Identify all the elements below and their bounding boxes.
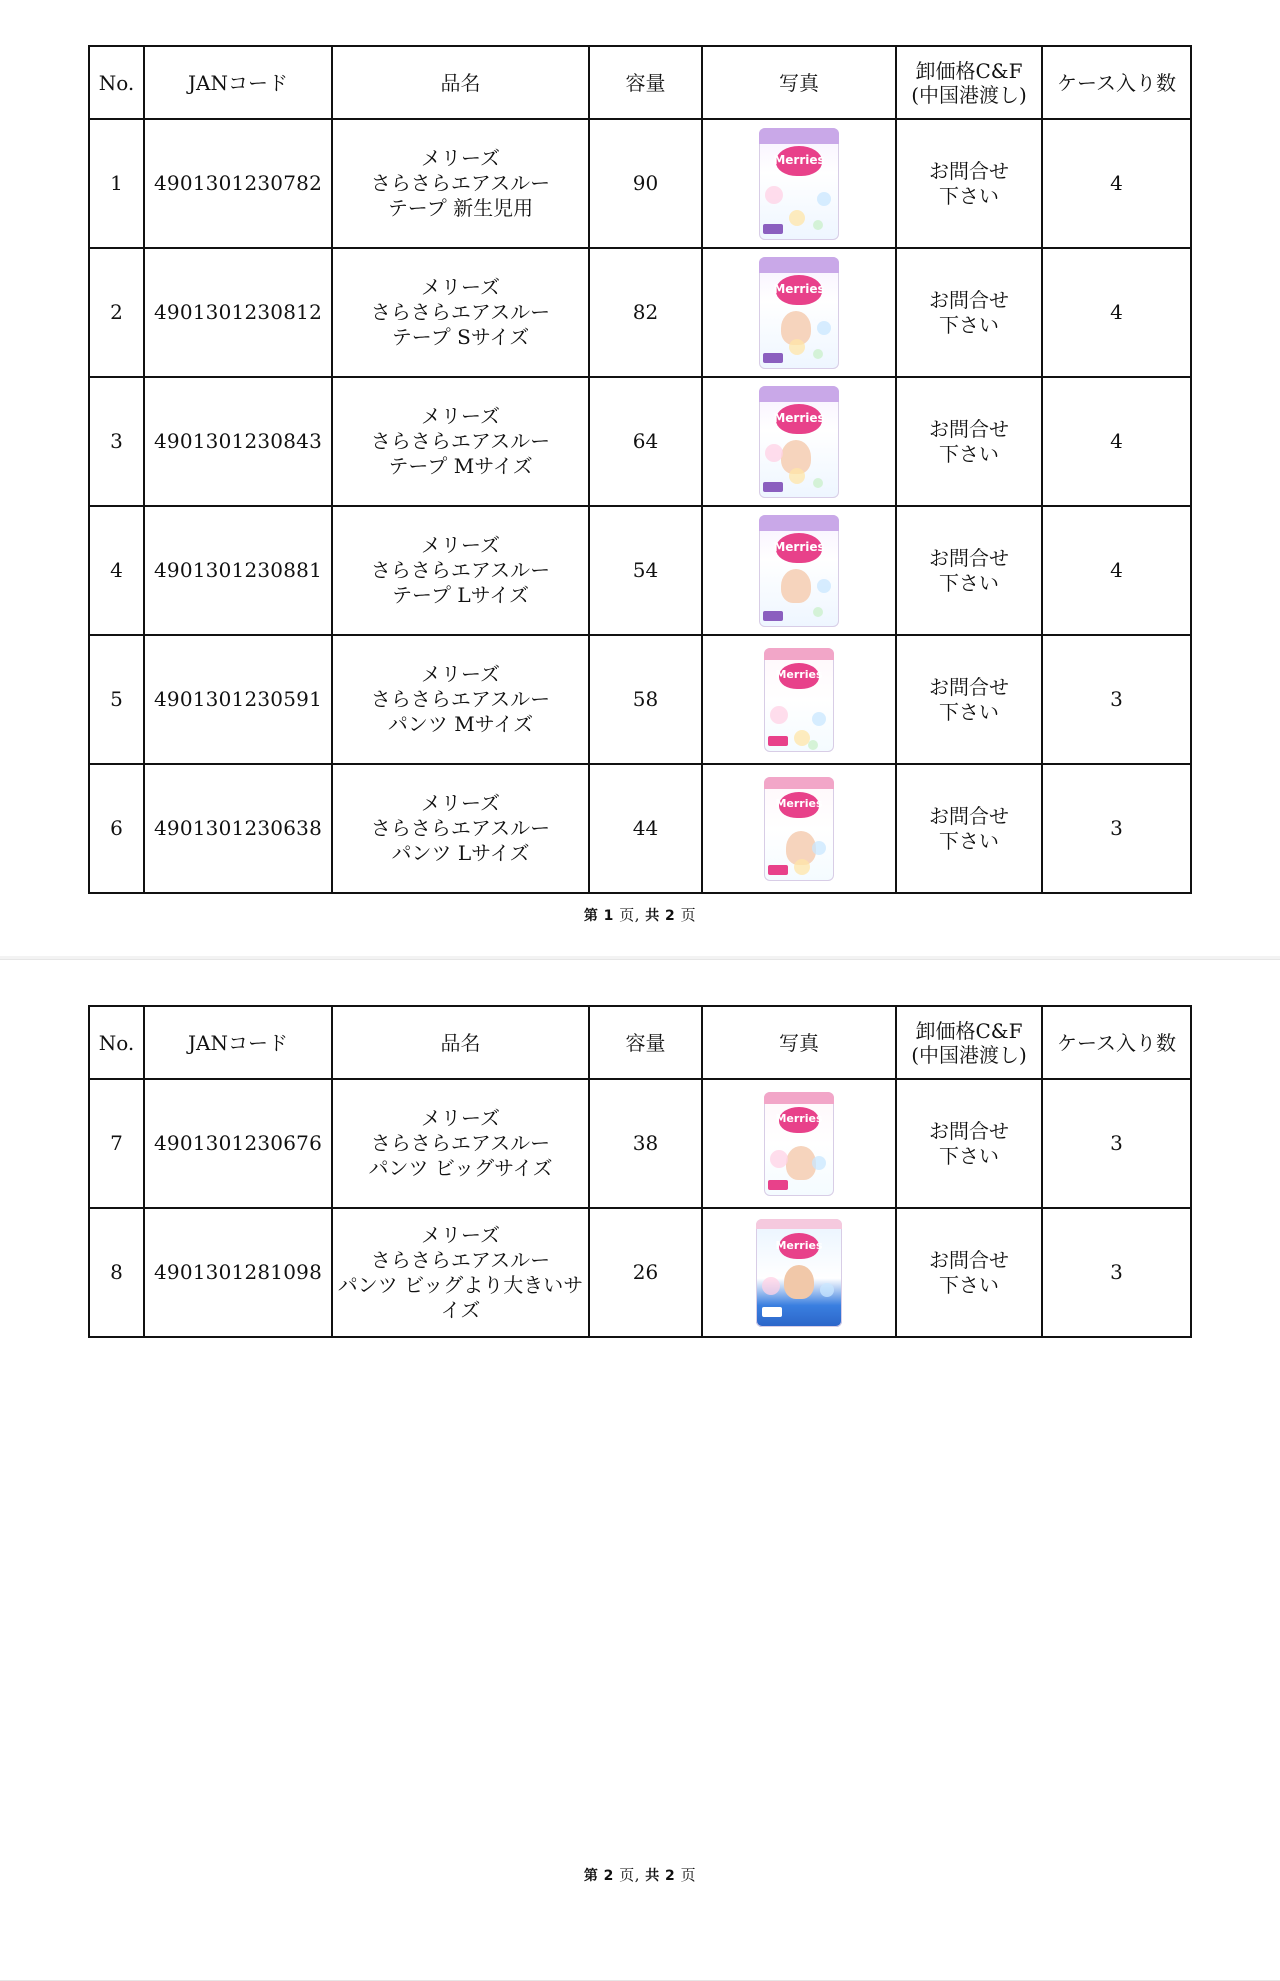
price-line1: お問合せ: [929, 674, 1009, 699]
price-line2: 下さい: [939, 1143, 999, 1168]
name-line1: メリーズ: [421, 662, 500, 686]
name-line1: メリーズ: [421, 275, 500, 299]
price-line1: お問合せ: [929, 803, 1009, 828]
price-line1: お問合せ: [929, 416, 1009, 441]
name-line2: さらさらエアスルー: [370, 816, 551, 840]
row-no: 7: [89, 1079, 144, 1208]
name-line1: メリーズ: [421, 791, 500, 815]
row-name: [332, 1079, 589, 1208]
row-price: [896, 377, 1042, 506]
row-price: [896, 1208, 1042, 1337]
row-jan: 4901301281098: [144, 1208, 332, 1337]
row-name: [332, 119, 589, 248]
row-jan: 4901301230638: [144, 764, 332, 893]
brand-logo: Merries: [773, 410, 825, 425]
row-case-qty: 4: [1042, 506, 1191, 635]
row-photo: [702, 1208, 896, 1337]
brand-logo: Merries: [775, 1238, 823, 1252]
name-line1: メリーズ: [421, 533, 500, 557]
col-price: [896, 1006, 1042, 1079]
product-table: [88, 45, 1192, 894]
brand-logo: Merries: [775, 667, 823, 681]
brand-logo: Merries: [775, 1111, 823, 1125]
pdf-page-2: [0, 959, 1280, 1981]
row-no: 5: [89, 635, 144, 764]
footer-page: 1: [603, 908, 614, 924]
name-line3: テープ Lサイズ: [391, 583, 530, 607]
footer-mid1: 页,: [619, 906, 640, 924]
name-line2: さらさらエアスルー: [370, 558, 551, 582]
col-case-qty: ケース入り数: [1042, 1006, 1191, 1079]
row-capacity: 90: [589, 119, 702, 248]
price-line1: お問合せ: [929, 158, 1009, 183]
row-name: [332, 248, 589, 377]
brand-logo: Merries: [773, 152, 825, 167]
col-case-qty: ケース入り数: [1042, 46, 1191, 119]
row-capacity: 38: [589, 1079, 702, 1208]
pdf-page-1: [0, 0, 1280, 959]
row-name: [332, 635, 589, 764]
product-image: [764, 1092, 834, 1196]
row-name: [332, 764, 589, 893]
name-line2: さらさらエアスルー: [370, 171, 551, 195]
product-image: [764, 777, 834, 881]
name-line2: さらさらエアスルー: [370, 687, 551, 711]
table-row: [89, 506, 1191, 635]
name-line2: さらさらエアスルー: [370, 429, 551, 453]
footer-mid1: 页,: [619, 1866, 640, 1884]
row-photo: [702, 635, 896, 764]
brand-logo: Merries: [775, 796, 823, 810]
row-price: [896, 506, 1042, 635]
footer-mid2: 共: [645, 908, 660, 924]
col-price-line2: (中国港渡し): [911, 82, 1027, 107]
product-image: [759, 128, 839, 240]
price-line1: お問合せ: [929, 545, 1009, 570]
row-photo: [702, 506, 896, 635]
price-line2: 下さい: [939, 312, 999, 337]
footer-total: 2: [665, 1868, 676, 1884]
footer-pre: 第: [583, 908, 599, 924]
col-no: No.: [89, 1006, 144, 1079]
row-photo: [702, 1079, 896, 1208]
row-no: 3: [89, 377, 144, 506]
name-line1: メリーズ: [421, 1222, 500, 1247]
product-table: [88, 1005, 1192, 1338]
table-row: [89, 764, 1191, 893]
row-no: 4: [89, 506, 144, 635]
footer-post: 页: [680, 1866, 697, 1884]
footer-pre: 第: [583, 1868, 599, 1884]
col-price: [896, 46, 1042, 119]
name-line3: パンツ ビッグより大きいサイズ: [337, 1272, 584, 1322]
row-case-qty: 4: [1042, 119, 1191, 248]
row-capacity: 26: [589, 1208, 702, 1337]
row-no: 1: [89, 119, 144, 248]
row-capacity: 58: [589, 635, 702, 764]
row-case-qty: 3: [1042, 1079, 1191, 1208]
page-number: [0, 1864, 1280, 1885]
table-row: [89, 119, 1191, 248]
col-photo: 写真: [702, 46, 896, 119]
name-line3: テープ Mサイズ: [388, 454, 533, 478]
name-line3: テープ Sサイズ: [391, 325, 530, 349]
row-no: 6: [89, 764, 144, 893]
row-case-qty: 3: [1042, 635, 1191, 764]
table-row: [89, 1208, 1191, 1337]
name-line2: さらさらエアスルー: [370, 1131, 551, 1155]
col-capacity: 容量: [589, 46, 702, 119]
row-photo: [702, 377, 896, 506]
product-image: [759, 386, 839, 498]
row-jan: 4901301230591: [144, 635, 332, 764]
table-header-row: [89, 46, 1191, 119]
col-price-line1: 卸価格C&F: [915, 58, 1023, 83]
table-header-row: [89, 1006, 1191, 1079]
price-line1: お問合せ: [929, 1118, 1009, 1143]
row-no: 2: [89, 248, 144, 377]
name-line2: さらさらエアスルー: [370, 1247, 551, 1272]
row-price: [896, 248, 1042, 377]
name-line1: メリーズ: [421, 1106, 500, 1130]
row-capacity: 64: [589, 377, 702, 506]
row-photo: [702, 119, 896, 248]
col-jan: JANコード: [144, 1006, 332, 1079]
row-photo: [702, 764, 896, 893]
row-capacity: 82: [589, 248, 702, 377]
name-line1: メリーズ: [421, 404, 500, 428]
price-line2: 下さい: [939, 183, 999, 208]
footer-page: 2: [603, 1868, 614, 1884]
row-case-qty: 3: [1042, 1208, 1191, 1337]
row-jan: 4901301230881: [144, 506, 332, 635]
row-price: [896, 635, 1042, 764]
price-line2: 下さい: [939, 1272, 999, 1297]
name-line1: メリーズ: [421, 146, 500, 170]
table-row: [89, 377, 1191, 506]
col-price-line1: 卸価格C&F: [915, 1018, 1023, 1043]
table-row: [89, 1079, 1191, 1208]
price-line1: お問合せ: [929, 1247, 1009, 1272]
col-price-line2: (中国港渡し): [911, 1042, 1027, 1067]
product-image: [759, 515, 839, 627]
row-no: 8: [89, 1208, 144, 1337]
name-line2: さらさらエアスルー: [370, 300, 551, 324]
price-line2: 下さい: [939, 570, 999, 595]
footer-mid2: 共: [645, 1868, 660, 1884]
price-line2: 下さい: [939, 699, 999, 724]
brand-logo: Merries: [773, 281, 825, 296]
footer-total: 2: [665, 908, 676, 924]
row-jan: 4901301230812: [144, 248, 332, 377]
row-name: [332, 506, 589, 635]
price-line2: 下さい: [939, 441, 999, 466]
brand-logo: Merries: [773, 539, 825, 554]
price-line1: お問合せ: [929, 287, 1009, 312]
row-name: [332, 377, 589, 506]
row-jan: 4901301230676: [144, 1079, 332, 1208]
col-jan: JANコード: [144, 46, 332, 119]
row-jan: 4901301230843: [144, 377, 332, 506]
table-row: [89, 248, 1191, 377]
product-image: [756, 1219, 842, 1327]
name-line3: パンツ Mサイズ: [387, 712, 534, 736]
name-line3: パンツ Lサイズ: [391, 841, 530, 865]
row-capacity: 44: [589, 764, 702, 893]
col-name: 品名: [332, 46, 589, 119]
footer-post: 页: [680, 906, 697, 924]
price-line2: 下さい: [939, 828, 999, 853]
row-case-qty: 3: [1042, 764, 1191, 893]
name-line3: テープ 新生児用: [387, 196, 534, 220]
row-name: [332, 1208, 589, 1337]
name-line3: パンツ ビッグサイズ: [368, 1156, 553, 1180]
col-capacity: 容量: [589, 1006, 702, 1079]
product-image: [764, 648, 834, 752]
row-photo: [702, 248, 896, 377]
product-image: [759, 257, 839, 369]
col-no: No.: [89, 46, 144, 119]
page-number: [0, 904, 1280, 925]
row-price: [896, 119, 1042, 248]
col-name: 品名: [332, 1006, 589, 1079]
row-price: [896, 764, 1042, 893]
row-case-qty: 4: [1042, 377, 1191, 506]
row-capacity: 54: [589, 506, 702, 635]
col-photo: 写真: [702, 1006, 896, 1079]
row-price: [896, 1079, 1042, 1208]
row-jan: 4901301230782: [144, 119, 332, 248]
table-row: [89, 635, 1191, 764]
row-case-qty: 4: [1042, 248, 1191, 377]
